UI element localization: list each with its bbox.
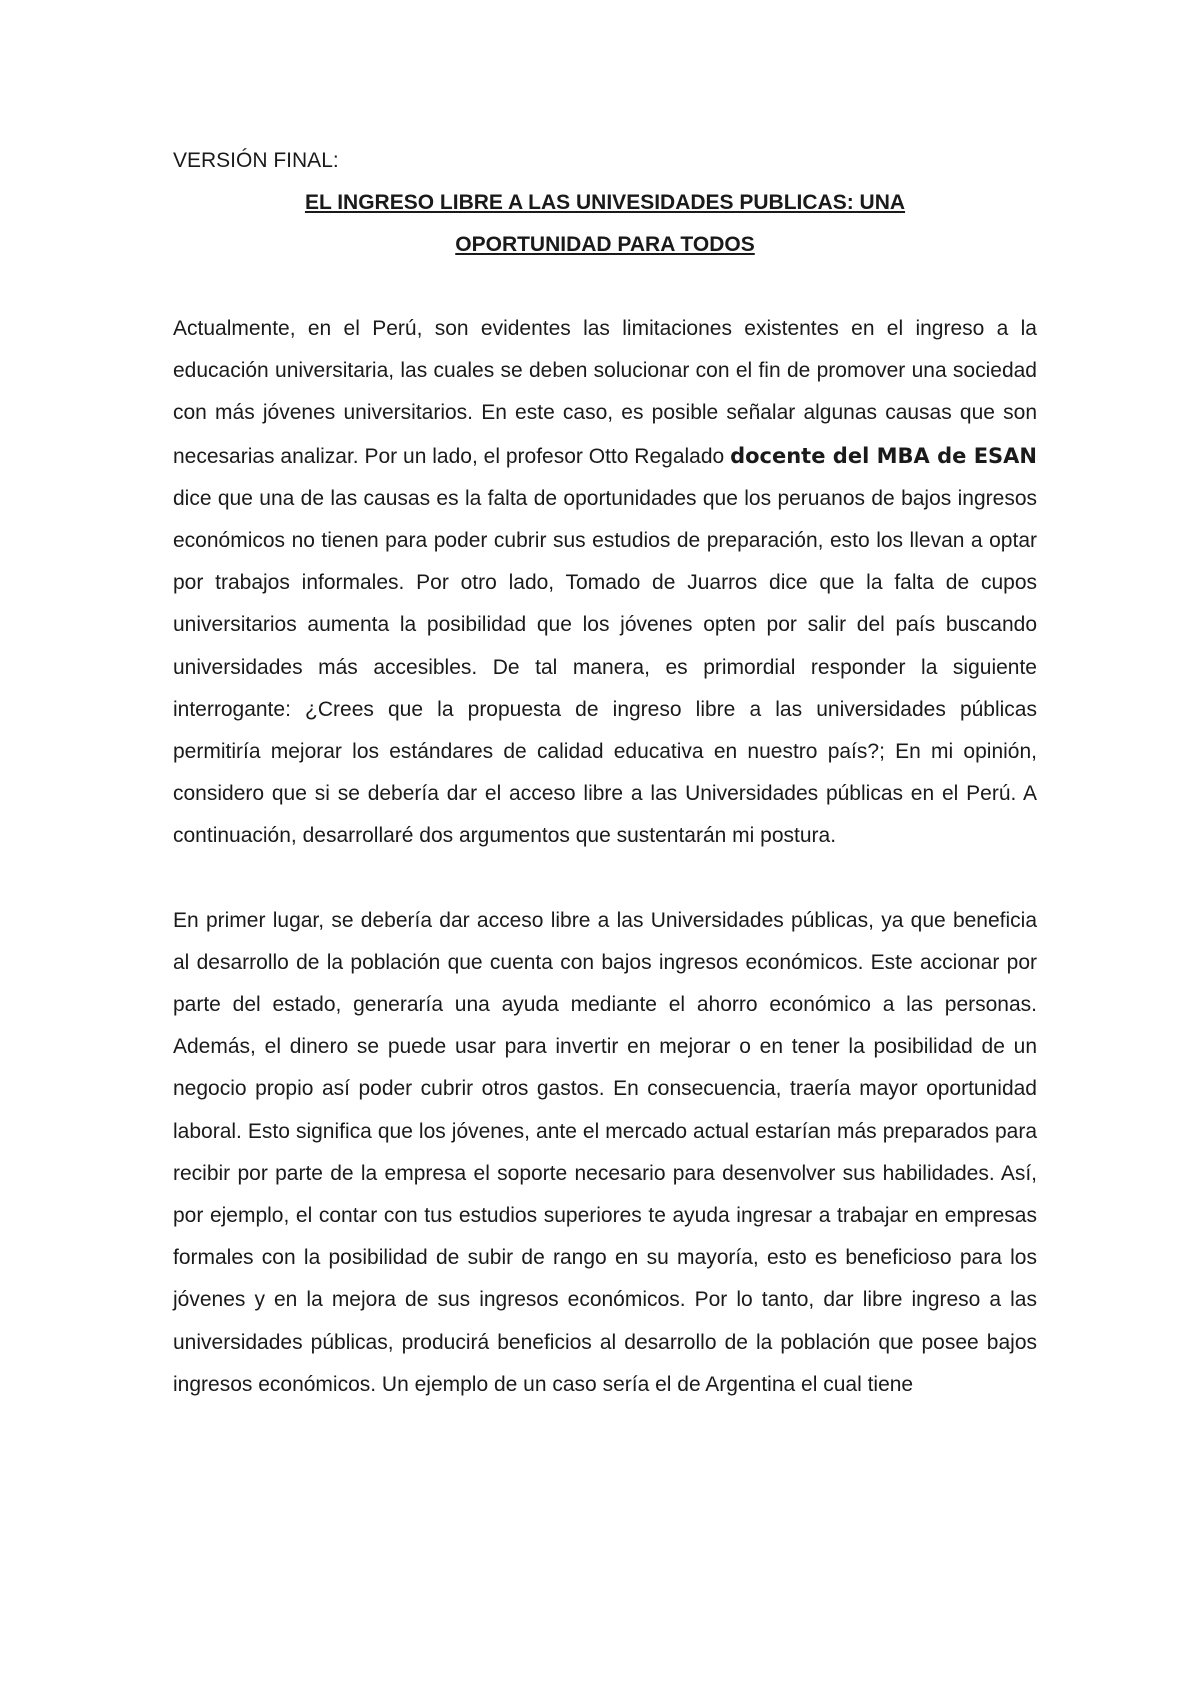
paragraph-first-argument: En primer lugar, se debería dar acceso libre a las Universidades públicas, ya que beneficia al desarrollo de la población que cuenta con bajos ingresos económicos. Este accionar por parte del estado, generaría una ayuda mediante el ahorro económico a las personas. Además, el dinero se puede usar para invertir en mejorar o en tener la posibilidad de un negocio propio así poder cubrir otros gastos. En consecuencia, traería mayor oportunidad laboral. Esto significa que los jóvenes, ante el mercado actual estarían más preparados para recibir por parte de la empresa el soporte necesario para desenvolver sus habilidades. Así, por ejemplo, el contar con tus estudios superiores te ayuda ingresar a trabajar en empresas formales con la posibilidad de subir de rango en su mayoría, esto es beneficioso para los jóvenes y en la mejora de sus ingresos económicos. Por lo tanto, dar libre ingreso a las universidades públicas, producirá beneficios al desarrollo de la población que posee bajos ingresos económicos. Un ejemplo de un caso sería el de Argentina el cual tiene [173,908,1037,1396]
document-title-line-1: EL INGRESO LIBRE A LAS UNIVESIDADES PUBLICAS: UNA [304,191,906,214]
paragraph-introduction [173,308,1037,858]
paragraph-introduction-text-start: Actualmente, en el Perú, son evidentes las limitaciones existentes en el ingreso a la educación universitaria, las cuales se deben solucionar con el fin de promover una sociedad con más jóvenes universitarios. En este caso, es posible señalar algunas causas que son necesarias analizar. Por un lado, el profesor Otto Regalado [173,317,1037,468]
document-title-line-2: OPORTUNIDAD PARA TODOS [455,233,755,256]
paragraph-introduction-text-end: dice que una de las causas es la falta de oportunidades que los peruanos de bajos ingresos económicos no tienen para poder cubrir sus estudios de preparación, esto los llevan a optar por trabajos informales. Por otro lado, Tomado de Juarros dice que la falta de cupos universitarios aumenta la posibilidad que los jóvenes opten por salir del país buscando universidades más accesibles. De tal manera, es primordial responder la siguiente interrogante: ¿Crees que la propuesta de ingreso libre a las universidades públicas permitiría mejorar los estándares de calidad educativa en nuestro país?; En mi opinión, considero que si se debería dar el acceso libre a las Universidades públicas en el Perú. A continuación, desarrollaré dos argumentos que sustentarán mi postura. [173,486,1037,848]
document-page [173,140,1037,1406]
version-label: VERSIÓN FINAL: [173,149,339,172]
bold-reference: docente del MBA de ESAN [730,443,1038,468]
